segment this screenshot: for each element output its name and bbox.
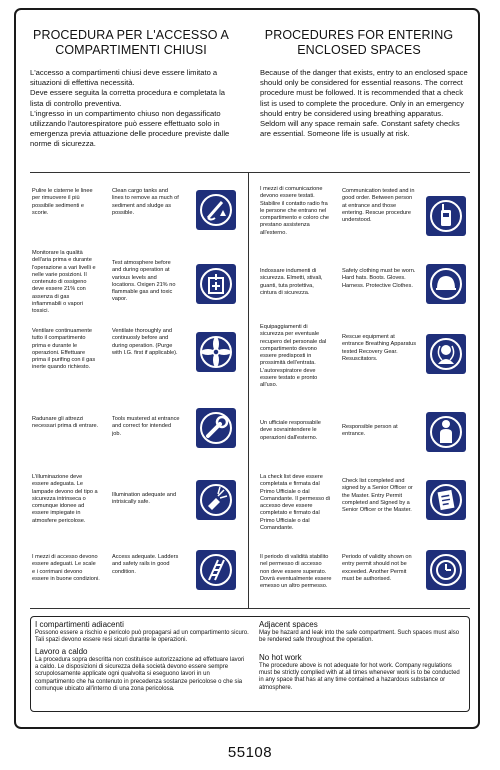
intro-italian: [30, 68, 238, 150]
row-right-5-english: Check list completed and signed by a Senior Officer or the Master. Entry Permit completed and Signed by a Senior Officer or the Master.: [342, 478, 413, 514]
radio-icon: [426, 196, 466, 236]
row-right-2-english: Safety clothing must be worn. Hard hats. Boots. Gloves. Harness. Protective Clothes.: [342, 268, 416, 289]
flashlight-icon: [196, 480, 236, 520]
title-english: PROCEDURES FOR ENTERING ENCLOSED SPACES: [264, 28, 454, 57]
row-left-5-english: Illumination adequate and intrisically safe.: [112, 492, 177, 506]
adjacent-title-italian: I compartimenti adiacenti: [35, 620, 124, 629]
intro-english-text: Because of the danger that exists, entry to an enclosed space should only be considered for essential reasons. The correct procedure must be followed. It is recommended that a check list is used to complete the procedure. Only in an emergency should entry be considered using breathing apparatus. Seldom will any space remain safe. Constant safety checks are essential. Someone life is usually at risk.: [260, 68, 468, 139]
hot-work-title-english: No hot work: [259, 653, 302, 662]
row-right-1-italian: I mezzi di comunicazione devono essere testati. Stabilire il contatto radio fra le persone che entrano nel compartimento e coloro che prestano assistenza all'esterno.: [260, 186, 330, 236]
row-right-4-english: Responsible person at entrance.: [342, 424, 398, 438]
intro-italian-line: Deve essere seguita la corretta procedura e completata la lista di controllo preventiva.: [30, 88, 226, 108]
row-right-3-english: Rescue equipment at entrance Breathing Apparatus tested Recovery Gear. Resuscitators.: [342, 334, 417, 362]
row-right-5-italian: La check list deve essere completata e firmata dal Primo Ufficiale o dal Comandante. Il permesso di accesso deve essere completato e firmato dal Primo Ufficiale o dal Comandante.: [260, 474, 330, 532]
product-code: 55108: [227, 744, 273, 761]
row-left-2-english: Test atmosphere before and during operation at various levels and locations. Oxigen 21% no flammable gas and toxic vapor.: [112, 260, 176, 303]
adjacent-text-italian: Possono essere a rischio e pericolo può propagarsi ad un compartimento sicuro. Tali spazi devono essere resi sicuri durante le operazioni.: [35, 630, 249, 644]
row-right-4-italian: Un ufficiale responsabile deve sovraintendere le operazioni dall'esterno.: [260, 420, 321, 441]
gas-test-icon: [196, 264, 236, 304]
safety-sign: [14, 8, 480, 729]
row-left-4-english: Tools mustered at entrance and correct for intended job.: [112, 416, 180, 437]
row-left-1-italian: Pulire le cisterne le linee per rimuovere il più possibile sedimenti e scorie.: [32, 188, 93, 216]
row-right-1-english: Communication tested and in good order. Between person at entrance and those entering. Rescue procedure understood.: [342, 188, 415, 224]
row-left-6-english: Access adequate. Ladders and safety rails in good condition.: [112, 554, 179, 575]
intro-italian-line: L'accesso a compartimenti chiusi deve essere limitato a situazioni di effettiva necessità.: [30, 68, 218, 88]
notes-box: [30, 616, 470, 712]
clock-icon: [426, 550, 466, 590]
checklist-icon: [426, 480, 466, 520]
rescue-gear-icon: [426, 334, 466, 374]
table-bottom-rule: [30, 608, 470, 609]
wrench-icon: [196, 408, 236, 448]
row-right-6-italian: Il periodo di validità stabilito nel permesso di accesso non deve essere superato. Dovrà eventualmente essere emesso un altro permesso.: [260, 554, 332, 590]
adjacent-text-english: May be hazard and leak into the safe compartment. Such spaces must also be rendered safe throughout the operation.: [259, 630, 460, 644]
intro-english: [260, 68, 468, 139]
row-left-2-italian: Monitorare la qualità dell'aria prima e durante l'operazione a vari livelli e nelle varie posizioni. Il contenuto di ossigeno deve essere 21% con assenza di gas infiammabili o vapori tossici.: [32, 250, 96, 315]
row-left-3-italian: Ventilare continuamente tutto il compartimento prima e durante le operazioni. Effettuare prima il purifing con il gas inerte quando richiesto.: [32, 328, 96, 371]
ladder-icon: [196, 550, 236, 590]
adjacent-title-english: Adjacent spaces: [259, 620, 318, 629]
hot-work-text-italian: La procedura sopra descritta non costituisce autorizzazione ad effettuare lavori a caldo. Le disposizioni di sicurezza della società devono essere sempre scrupolosamente applicate ogni qualvolta si eseguono lavori in un compartimento che ha contenuto in precedenza sostanze pericolose o che sia comunque ubicato all'interno di una zona pericolosa.: [35, 657, 245, 692]
row-left-6-italian: I mezzi di accesso devono essere adeguati. Le scale e i corrimani devono essere in buone condizioni.: [32, 554, 100, 582]
fan-icon: [196, 332, 236, 372]
tank-cleaning-icon: [196, 190, 236, 230]
row-right-6-english: Periodo of validity shown on entry permit should not be exceeded. Another Permit must be authorised.: [342, 554, 412, 582]
hot-work-title-italian: Lavoro a caldo: [35, 647, 88, 656]
row-right-3-italian: Equipaggiamenti di sicurezza per eventuale recupero del personale dal compartimento devono essere predisposti in prossimità dell'entrata. L'autorespiratore deve essere testato e pronto all'uso.: [260, 324, 327, 389]
helmet-icon: [426, 264, 466, 304]
person-icon: [426, 412, 466, 452]
table-center-rule: [248, 172, 249, 608]
row-left-4-italian: Radunare gli attrezzi necessari prima di entrare.: [32, 416, 99, 430]
row-left-3-english: Ventilate thoroughly and continuosly before and during operation. (Purge with I.G. first if applicable).: [112, 328, 178, 356]
intro-italian-line: L'ingresso in un compartimento chiuso non degassificato utilizzando l'autorespiratore può essere effettuato solo in emergenza previa attuazione delle procedure previste dalle norme di sicurezza.: [30, 108, 230, 149]
row-left-1-english: Clean cargo tanks and lines to remove as much of sediment and sludge as possible.: [112, 188, 179, 216]
row-left-5-italian: L'illuminazione deve essere adeguata. Le lampade devono del tipo a sicurezza intrinseca o comunque idonee ad essere impiegate in atmosfere pericolose.: [32, 474, 98, 524]
table-top-rule: [30, 172, 470, 173]
title-italian: PROCEDURA PER L'ACCESSO A COMPARTIMENTI CHIUSI: [33, 28, 229, 57]
row-right-2-italian: Indossare indumenti di sicurezza. Elmetti, stivali, guanti, tuta protettiva, cintura di sicurezza.: [260, 268, 323, 296]
hot-work-text-english: The procedure above is not adequate for hot work. Company regulations must be strictly complied with at all times whenever work is to be conducted in any space that has at any time contained a hazardous substance or atmosphere.: [259, 663, 460, 691]
